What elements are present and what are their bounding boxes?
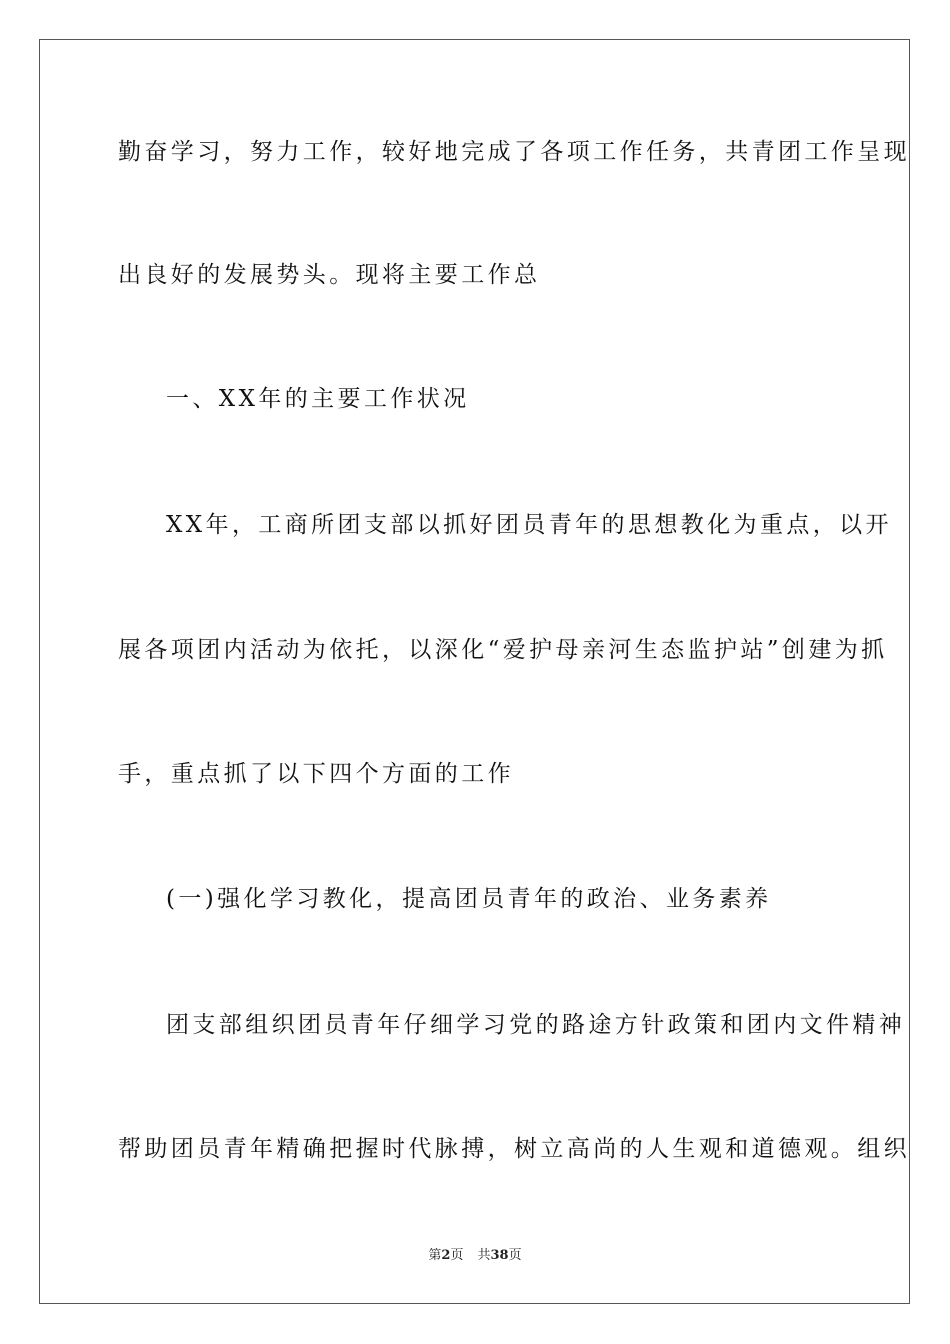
section-heading: 一、XX年的主要工作状况 bbox=[166, 386, 470, 412]
page-number-prefix: 第 bbox=[428, 1248, 442, 1263]
subsection-heading: (一)强化学习教化，提高团员青年的政治、业务素养 bbox=[166, 886, 772, 912]
total-pages-number: 38 bbox=[490, 1248, 509, 1263]
page-footer bbox=[0, 1247, 950, 1265]
body-text-line: 展各项团内活动为依托，以深化“爱护母亲河生态监护站”创建为抓 bbox=[118, 637, 888, 663]
current-page-number: 2 bbox=[441, 1248, 451, 1263]
body-text-line: 手，重点抓了以下四个方面的工作 bbox=[118, 761, 514, 787]
body-text-line: XX年，工商所团支部以抓好团员青年的思想教化为重点，以开 bbox=[166, 512, 892, 538]
page-border bbox=[39, 39, 910, 1304]
page-number-unit: 页 bbox=[450, 1248, 464, 1263]
body-text-line: 出良好的发展势头。现将主要工作总 bbox=[118, 262, 541, 288]
total-pages-unit: 页 bbox=[508, 1248, 522, 1263]
body-text-line: 团支部组织团员青年仔细学习党的路途方针政策和团内文件精神 bbox=[166, 1012, 906, 1038]
total-pages-prefix: 共 bbox=[477, 1248, 491, 1263]
body-text-line: 勤奋学习，努力工作，较好地完成了各项工作任务，共青团工作呈现 bbox=[118, 139, 910, 165]
body-text-line: 帮助团员青年精确把握时代脉搏，树立高尚的人生观和道德观。组织 bbox=[118, 1136, 910, 1162]
